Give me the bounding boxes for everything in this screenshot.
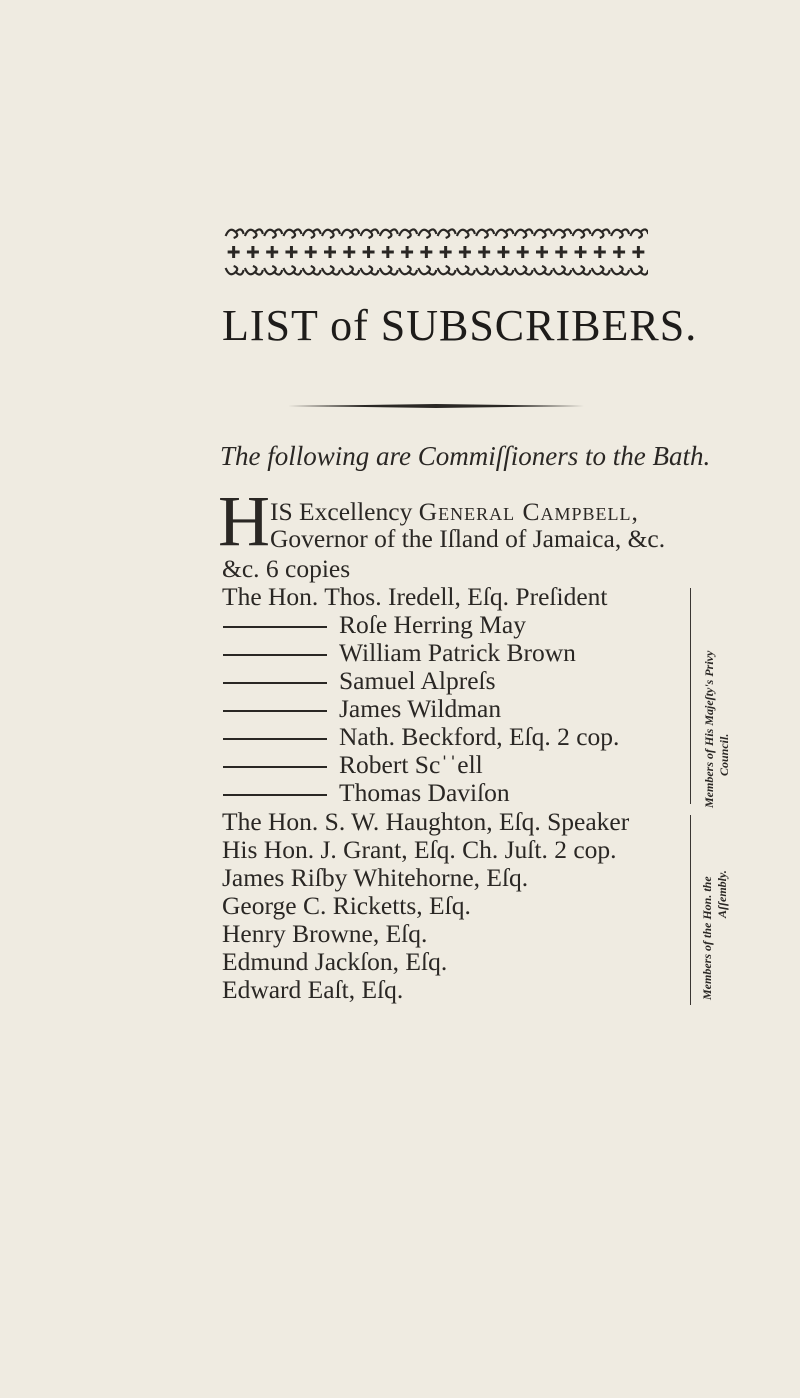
list-item: Henry Browne, Eſq.: [222, 919, 428, 948]
assembly-brace: [680, 815, 691, 1005]
page-title: LIST of SUBSCRIBERS.: [222, 301, 698, 350]
list-item: Roſe Herring May: [222, 611, 526, 638]
governor-line-1: IS Excellency General Campbell,: [270, 497, 639, 526]
list-item: James Riſby Whitehorne, Eſq.: [222, 863, 529, 892]
list-item: William Patrick Brown: [222, 639, 576, 666]
council-lead-entry: The Hon. Thos. Iredell, Eſq. Preſident: [222, 582, 608, 611]
decorative-ornament-band: [224, 222, 648, 282]
list-item: Thomas Daviſon: [222, 779, 510, 806]
list-item: George C. Ricketts, Eſq.: [222, 891, 471, 920]
council-side-label-2: Council.: [717, 733, 731, 776]
assembly-side-label-2: Aſſembly.: [715, 870, 729, 918]
list-item: Nath. Beckford, Eſq. 2 cop.: [222, 723, 619, 750]
governor-line-2: Governor of the Iſland of Jamaica, &c.: [270, 524, 666, 553]
list-item: Robert Scˈˈell: [222, 751, 483, 778]
assembly-side-label-1: Members of the Hon. the: [700, 876, 714, 1000]
list-item: His Hon. J. Grant, Eſq. Ch. Juſt. 2 cop.: [222, 835, 617, 864]
list-item: Samuel Alpreſs: [222, 667, 496, 694]
ornament-icon: [224, 222, 648, 282]
list-item: Edward Eaſt, Eſq.: [222, 975, 404, 1004]
decorative-rule: [288, 403, 584, 409]
list-item: Edmund Jackſon, Eſq.: [222, 947, 448, 976]
list-item: The Hon. S. W. Haughton, Eſq. Speaker: [222, 807, 630, 836]
commissioners-heading: The following are Commiſſioners to the Bath.: [220, 441, 711, 471]
council-side-label-1: Members of His Majeſty's Privy: [702, 650, 716, 808]
list-item: James Wildman: [222, 695, 501, 722]
drop-cap: H: [218, 481, 270, 561]
council-brace: [680, 588, 691, 804]
governor-line-3: &c. 6 copies: [222, 554, 351, 583]
